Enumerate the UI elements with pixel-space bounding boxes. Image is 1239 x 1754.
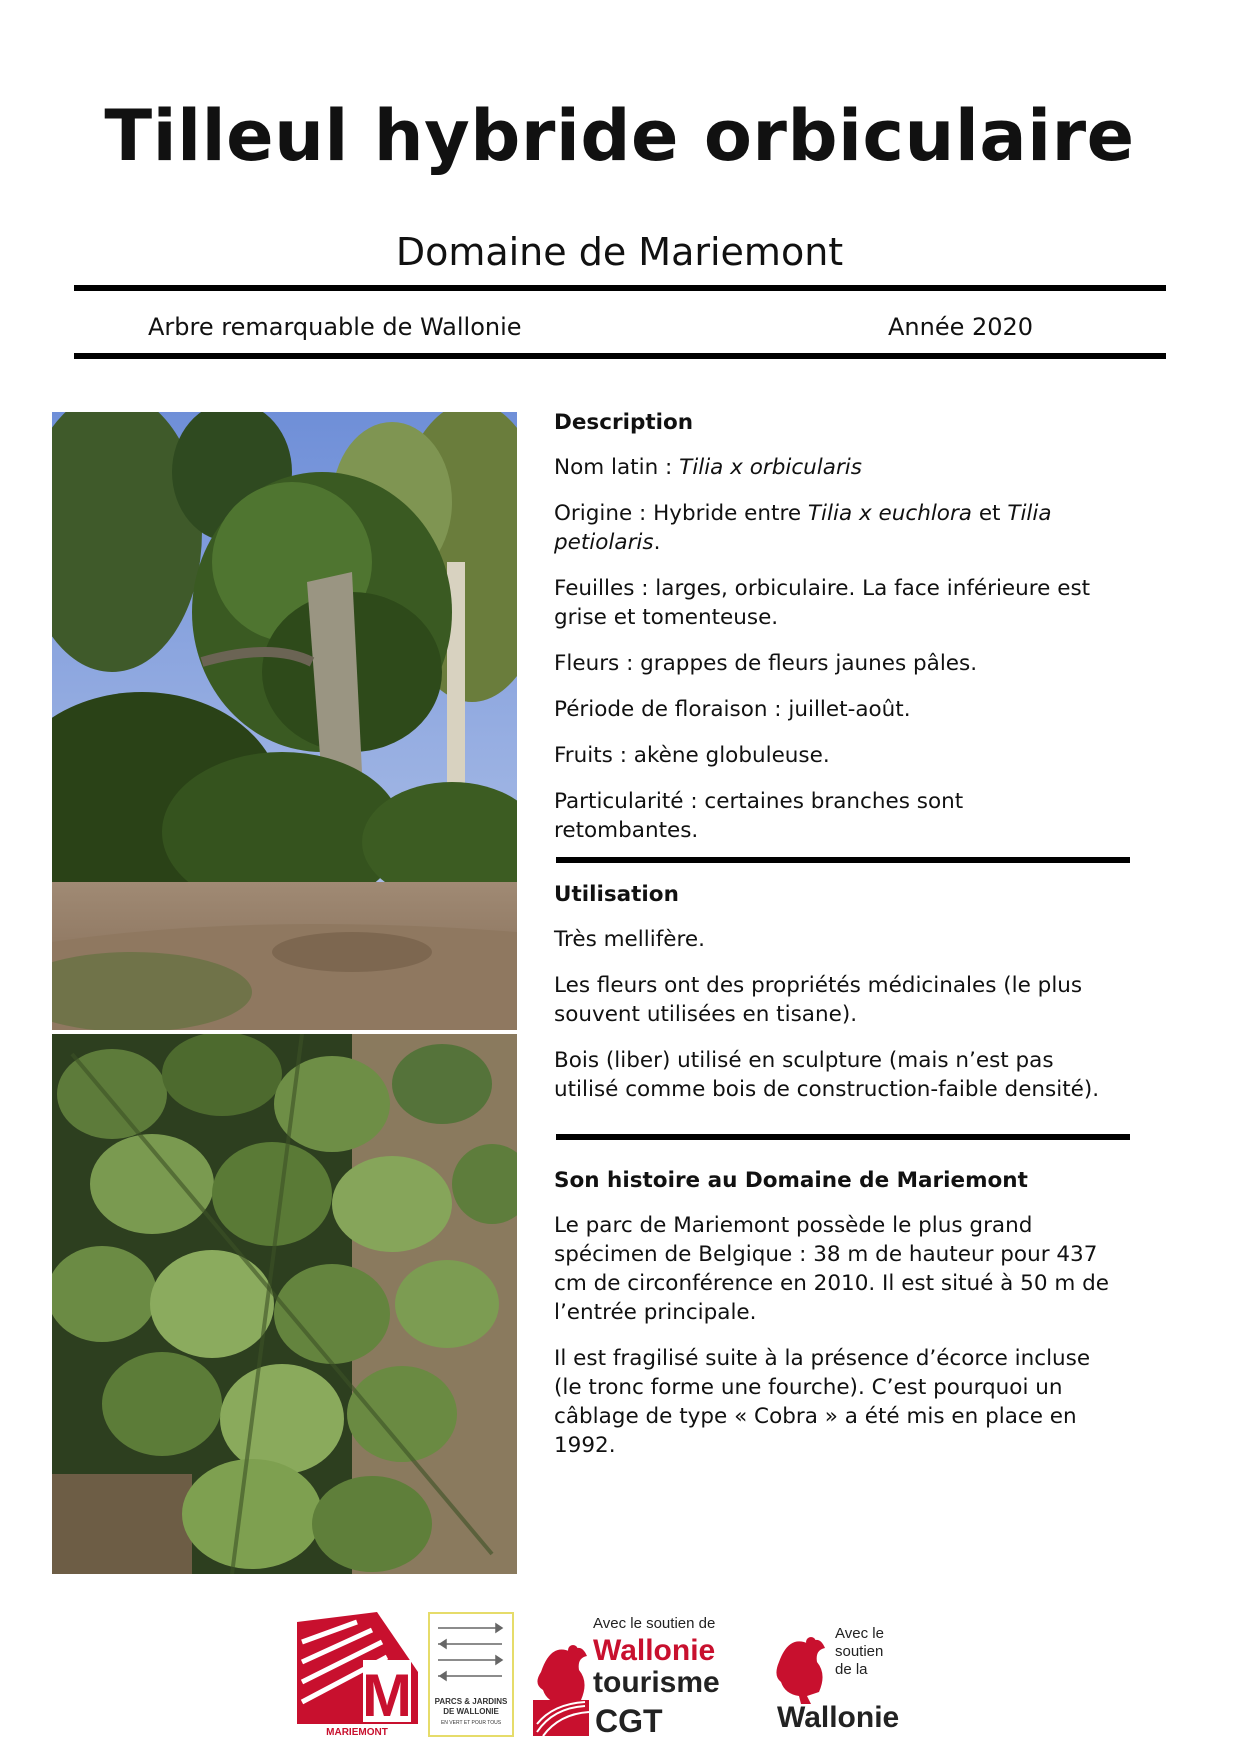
utilisation-p1: Très mellifère. — [554, 927, 705, 952]
wallonie-tourisme-logo — [533, 1612, 731, 1737]
wallonie-logo-line4: Wallonie — [777, 1701, 900, 1734]
section-divider-2 — [556, 1134, 1130, 1140]
wallonie-logo-line1: Avec le — [835, 1625, 884, 1642]
wallonie-logo — [775, 1612, 910, 1737]
page-title: Tilleul hybride orbiculaire — [104, 95, 1135, 177]
tourisme-logo-line3: tourisme — [593, 1666, 720, 1699]
description-heading: Description — [554, 410, 694, 435]
parcs-jardins-logo — [428, 1612, 514, 1737]
parcs-logo-line1: PARCS & JARDINS — [434, 1697, 508, 1706]
parcs-logo-line3: EN VERT ET POUR TOUS — [440, 1720, 502, 1726]
wallonie-logo-line3: de la — [835, 1661, 868, 1678]
page-subtitle: Domaine de Mariemont — [395, 230, 844, 274]
fruits-line: Fruits : akène globuleuse. — [554, 743, 830, 768]
latin-name-line — [554, 453, 1110, 482]
tourisme-logo-line4: CGT — [595, 1703, 663, 1737]
section-divider-1 — [556, 857, 1130, 863]
mariemont-logo-letter: M — [362, 1662, 412, 1729]
history-heading: Son histoire au Domaine de Mariemont — [554, 1168, 1028, 1193]
label-annee: Année 2020 — [888, 313, 1034, 341]
latin-name-label: Nom latin : — [554, 455, 680, 480]
latin-name-value: Tilia x orbicularis — [679, 455, 862, 480]
utilisation-heading: Utilisation — [554, 882, 679, 907]
origin-line — [554, 499, 1110, 557]
tree-photo — [52, 412, 517, 1030]
origin-end: . — [653, 530, 661, 555]
origin-and: et — [971, 501, 1008, 526]
utilisation-p3: Bois (liber) utilisé en sculpture (mais n’est pas utilisé comme bois de construction-faible densité). — [554, 1048, 1100, 1102]
origin-label: Origine : Hybride entre — [554, 501, 808, 526]
origin-parent-1: Tilia x euchlora — [807, 501, 972, 526]
header-divider-bottom — [74, 353, 1166, 359]
leaves-photo — [52, 1034, 517, 1574]
description-section — [554, 408, 1110, 862]
header-divider-top — [74, 285, 1166, 291]
wallonie-logo-line2: soutien — [835, 1643, 884, 1660]
parcs-logo-line2: DE WALLONIE — [443, 1707, 499, 1716]
tourisme-logo-line1: Avec le soutien de — [593, 1615, 716, 1632]
tourisme-logo-line2: Wallonie — [593, 1634, 716, 1667]
utilisation-p2: Les fleurs ont des propriétés médicinales (le plus souvent utilisées en tisane). — [554, 973, 1083, 1027]
flowers-line: Fleurs : grappes de fleurs jaunes pâles. — [554, 651, 978, 676]
flowering-line: Période de floraison : juillet-août. — [554, 697, 911, 722]
leaves-line: Feuilles : larges, orbiculaire. La face inférieure est grise et tomenteuse. — [554, 576, 1091, 630]
history-p2: Il est fragilisé suite à la présence d’écorce incluse (le tronc forme une fourche). C’est pourquoi un câblage de type « Cobra » a été mis en place en 1992. — [554, 1346, 1091, 1458]
mariemont-logo — [297, 1612, 418, 1737]
particularity-line: Particularité : certaines branches sont retombantes. — [554, 789, 964, 843]
label-arbre-remarquable: Arbre remarquable de Wallonie — [148, 313, 522, 341]
history-section — [554, 1166, 1110, 1477]
utilisation-section — [554, 880, 1110, 1121]
origin-parent-2: Tilia petiolaris — [554, 501, 1052, 555]
mariemont-logo-name: MARIEMONT — [326, 1727, 388, 1737]
rooster-icon — [776, 1637, 825, 1704]
history-p1: Le parc de Mariemont possède le plus grand spécimen de Belgique : 38 m de hauteur pour 437 cm de circonférence en 2010. Il est situé à 50 m de l’entrée principale. — [554, 1213, 1110, 1325]
